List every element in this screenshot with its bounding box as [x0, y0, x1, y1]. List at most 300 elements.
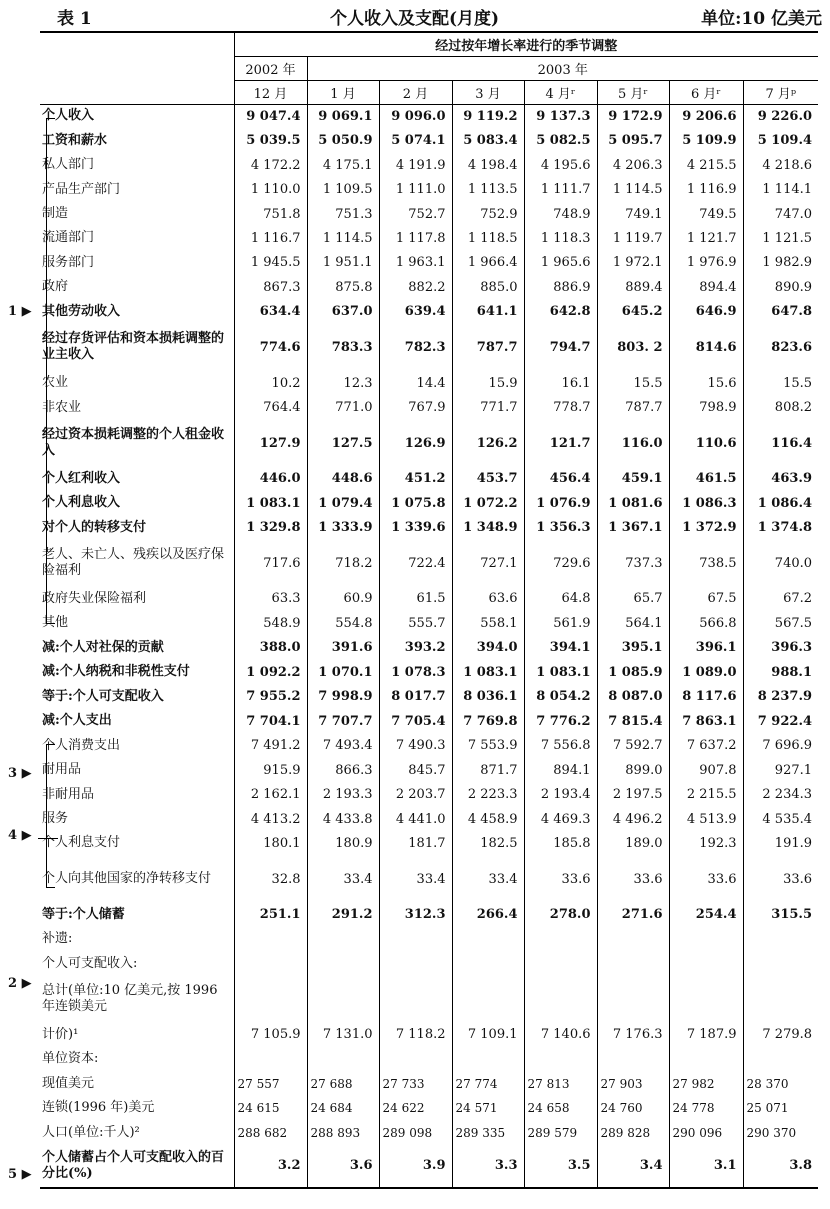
value-cell: 3.6: [307, 1145, 379, 1188]
value-cell: 291.2: [307, 903, 379, 927]
value-cell: 394.1: [524, 636, 597, 660]
value-cell: 548.9: [234, 611, 307, 635]
value-cell: 566.8: [669, 611, 743, 635]
value-cell: 803. 2: [597, 324, 669, 371]
value-cell: 641.1: [452, 300, 524, 324]
row-label: 减:个人支出: [42, 713, 112, 729]
row-label: 农业: [42, 375, 69, 391]
row-label: 个人红利收入: [42, 470, 121, 486]
value-cell: 461.5: [669, 467, 743, 491]
value-cell: 191.9: [743, 831, 818, 855]
table-row: [40, 976, 818, 1023]
value-cell: 27 982: [669, 1072, 743, 1096]
table-row: [40, 587, 818, 611]
value-cell: [452, 951, 524, 975]
unit-label: 单位:10 亿美元: [701, 9, 822, 29]
value-cell: 1 081.6: [597, 491, 669, 515]
value-cell: 27 733: [379, 1072, 452, 1096]
value-cell: [524, 951, 597, 975]
value-cell: 289 098: [379, 1120, 452, 1144]
value-cell: 4 191.9: [379, 153, 452, 177]
table-row: [40, 371, 818, 395]
value-cell: 1 076.9: [524, 491, 597, 515]
value-cell: 7 131.0: [307, 1023, 379, 1047]
value-cell: 7 776.2: [524, 709, 597, 733]
value-cell: 126.2: [452, 420, 524, 467]
table-row: [40, 275, 818, 299]
value-cell: 67.5: [669, 587, 743, 611]
value-cell: 8 054.2: [524, 685, 597, 709]
value-cell: 7 998.9: [307, 685, 379, 709]
value-cell: 894.1: [524, 758, 597, 782]
row-label: 个人利息支付: [42, 835, 121, 851]
value-cell: 3.2: [234, 1145, 307, 1188]
value-cell: 393.2: [379, 636, 452, 660]
value-cell: 446.0: [234, 467, 307, 491]
value-cell: 27 557: [234, 1072, 307, 1096]
row-label: 流通部门: [42, 230, 95, 246]
value-cell: 33.6: [524, 856, 597, 903]
year-2003-header: 2003 年: [307, 56, 818, 80]
value-cell: 27 774: [452, 1072, 524, 1096]
value-cell: 1 089.0: [669, 660, 743, 684]
value-cell: 798.9: [669, 395, 743, 419]
value-cell: [307, 976, 379, 1023]
value-cell: 4 513.9: [669, 807, 743, 831]
value-cell: 845.7: [379, 758, 452, 782]
month-header: 3 月: [452, 80, 524, 104]
value-cell: 927.1: [743, 758, 818, 782]
side-marker-3: 3 ▶: [8, 766, 32, 781]
value-cell: 9 069.1: [307, 104, 379, 128]
value-cell: 5 039.5: [234, 128, 307, 152]
value-cell: 65.7: [597, 587, 669, 611]
value-cell: 28 370: [743, 1072, 818, 1096]
table-row: [40, 1023, 818, 1047]
value-cell: 899.0: [597, 758, 669, 782]
value-cell: [307, 1047, 379, 1071]
value-cell: 764.4: [234, 395, 307, 419]
value-cell: 875.8: [307, 275, 379, 299]
row-label: 个人消费支出: [42, 737, 121, 753]
row-label: 现值美元: [42, 1075, 95, 1091]
value-cell: 394.0: [452, 636, 524, 660]
row-label: 政府: [42, 279, 69, 295]
value-cell: 14.4: [379, 371, 452, 395]
value-cell: 4 413.2: [234, 807, 307, 831]
table-row: [40, 903, 818, 927]
value-cell: 1 114.5: [597, 177, 669, 201]
value-cell: 749.1: [597, 202, 669, 226]
value-cell: 289 828: [597, 1120, 669, 1144]
table-row: [40, 636, 818, 660]
value-cell: 3.4: [597, 1145, 669, 1188]
table-row: [40, 611, 818, 635]
value-cell: [452, 1047, 524, 1071]
value-cell: 637.0: [307, 300, 379, 324]
row-label: 减:个人纳税和非税性支付: [42, 664, 190, 680]
value-cell: [743, 927, 818, 951]
value-cell: [379, 927, 452, 951]
value-cell: 185.8: [524, 831, 597, 855]
value-cell: 752.9: [452, 202, 524, 226]
value-cell: 554.8: [307, 611, 379, 635]
value-cell: 315.5: [743, 903, 818, 927]
value-cell: 254.4: [669, 903, 743, 927]
value-cell: 8 036.1: [452, 685, 524, 709]
value-cell: 7 140.6: [524, 1023, 597, 1047]
value-cell: 823.6: [743, 324, 818, 371]
value-cell: 7 637.2: [669, 733, 743, 757]
value-cell: 871.7: [452, 758, 524, 782]
row-label: 老人、未亡人、残疾以及医疗保险福利: [42, 547, 225, 579]
value-cell: 189.0: [597, 831, 669, 855]
row-label: 服务: [42, 811, 69, 827]
value-cell: 794.7: [524, 324, 597, 371]
value-cell: 3.8: [743, 1145, 818, 1188]
value-cell: 729.6: [524, 540, 597, 587]
row-label: 非耐用品: [42, 786, 95, 802]
month-header: 4 月ʳ: [524, 80, 597, 104]
marker-4-line: [38, 838, 58, 839]
table-row: [40, 733, 818, 757]
value-cell: 4 535.4: [743, 807, 818, 831]
value-cell: 1 329.8: [234, 515, 307, 539]
value-cell: 564.1: [597, 611, 669, 635]
row-label: 减:个人对社保的贡献: [42, 639, 164, 655]
value-cell: 24 778: [669, 1096, 743, 1120]
value-cell: 7 769.8: [452, 709, 524, 733]
row-label: 私人部门: [42, 157, 95, 173]
value-cell: 61.5: [379, 587, 452, 611]
value-cell: 1 982.9: [743, 251, 818, 275]
value-cell: 808.2: [743, 395, 818, 419]
value-cell: 1 086.4: [743, 491, 818, 515]
value-cell: 7 707.7: [307, 709, 379, 733]
value-cell: 1 114.5: [307, 226, 379, 250]
value-cell: 32.8: [234, 856, 307, 903]
value-cell: 7 279.8: [743, 1023, 818, 1047]
table-row: [40, 540, 818, 587]
month-header: 1 月: [307, 80, 379, 104]
value-cell: 266.4: [452, 903, 524, 927]
value-cell: [234, 927, 307, 951]
value-cell: 126.9: [379, 420, 452, 467]
value-cell: [307, 927, 379, 951]
value-cell: 7 187.9: [669, 1023, 743, 1047]
value-cell: 1 092.2: [234, 660, 307, 684]
value-cell: 67.2: [743, 587, 818, 611]
value-cell: 727.1: [452, 540, 524, 587]
row-label: 个人利息收入: [42, 495, 121, 511]
value-cell: 312.3: [379, 903, 452, 927]
value-cell: 395.1: [597, 636, 669, 660]
value-cell: 60.9: [307, 587, 379, 611]
value-cell: 396.3: [743, 636, 818, 660]
table-row: [40, 1145, 818, 1188]
row-label: 总计(单位:10 亿美元,按 1996 年连锁美元: [42, 983, 218, 1015]
value-cell: 740.0: [743, 540, 818, 587]
table-row: [40, 104, 818, 128]
value-cell: 567.5: [743, 611, 818, 635]
value-cell: [524, 927, 597, 951]
value-cell: 12.3: [307, 371, 379, 395]
table-row: [40, 300, 818, 324]
table-row: [40, 177, 818, 201]
table-row: [40, 467, 818, 491]
value-cell: [307, 951, 379, 975]
value-cell: 1 348.9: [452, 515, 524, 539]
value-cell: 7 493.4: [307, 733, 379, 757]
month-header: 7 月ᵖ: [743, 80, 818, 104]
value-cell: 988.1: [743, 660, 818, 684]
value-cell: 1 079.4: [307, 491, 379, 515]
value-cell: 7 491.2: [234, 733, 307, 757]
value-cell: 8 117.6: [669, 685, 743, 709]
table-row: [40, 515, 818, 539]
value-cell: 885.0: [452, 275, 524, 299]
value-cell: 787.7: [452, 324, 524, 371]
value-cell: 391.6: [307, 636, 379, 660]
value-cell: 915.9: [234, 758, 307, 782]
table-row: [40, 927, 818, 951]
value-cell: 64.8: [524, 587, 597, 611]
value-cell: 1 085.9: [597, 660, 669, 684]
value-cell: [597, 1047, 669, 1071]
value-cell: [743, 976, 818, 1023]
value-cell: 278.0: [524, 903, 597, 927]
value-cell: 752.7: [379, 202, 452, 226]
value-cell: 15.9: [452, 371, 524, 395]
month-header: 6 月ʳ: [669, 80, 743, 104]
table-row: [40, 202, 818, 226]
table-row: [40, 1047, 818, 1071]
value-cell: 646.9: [669, 300, 743, 324]
value-cell: 7 556.8: [524, 733, 597, 757]
value-cell: 5 095.7: [597, 128, 669, 152]
value-cell: 1 972.1: [597, 251, 669, 275]
row-label: 经过资本损耗调整的个人租金收入: [42, 427, 225, 459]
value-cell: 33.6: [669, 856, 743, 903]
value-cell: 882.2: [379, 275, 452, 299]
value-cell: 5 074.1: [379, 128, 452, 152]
value-cell: [452, 976, 524, 1023]
value-cell: 1 118.5: [452, 226, 524, 250]
row-label: 政府失业保险福利: [42, 590, 147, 606]
value-cell: 634.4: [234, 300, 307, 324]
row-label: 个人储蓄占个人可支配收入的百分比(%): [40, 1145, 234, 1188]
value-cell: 889.4: [597, 275, 669, 299]
table-row: [40, 251, 818, 275]
row-label: 补遗:: [42, 931, 73, 947]
row-label: 耐用品: [42, 762, 82, 778]
value-cell: 10.2: [234, 371, 307, 395]
value-cell: 8 017.7: [379, 685, 452, 709]
table-row: [40, 782, 818, 806]
value-cell: [379, 951, 452, 975]
value-cell: 1 075.8: [379, 491, 452, 515]
value-cell: [743, 951, 818, 975]
value-cell: 866.3: [307, 758, 379, 782]
table-row: [40, 685, 818, 709]
side-marker-5: 5 ▶: [8, 1167, 32, 1182]
value-cell: 1 333.9: [307, 515, 379, 539]
value-cell: 33.4: [452, 856, 524, 903]
value-cell: 1 109.5: [307, 177, 379, 201]
value-cell: 180.1: [234, 831, 307, 855]
value-cell: 5 083.4: [452, 128, 524, 152]
value-cell: [669, 1047, 743, 1071]
value-cell: 7 922.4: [743, 709, 818, 733]
value-cell: 747.0: [743, 202, 818, 226]
value-cell: 2 162.1: [234, 782, 307, 806]
table-row: [40, 660, 818, 684]
value-cell: 27 813: [524, 1072, 597, 1096]
row-label: 制造: [42, 206, 69, 222]
bracket-personal-outlays: [46, 744, 55, 888]
row-label: 计价)¹: [42, 1026, 79, 1042]
value-cell: [452, 927, 524, 951]
value-cell: 1 083.1: [452, 660, 524, 684]
row-label: 个人向其他国家的净转移支付: [42, 871, 212, 887]
value-cell: 2 223.3: [452, 782, 524, 806]
value-cell: [597, 951, 669, 975]
value-cell: 7 176.3: [597, 1023, 669, 1047]
value-cell: 782.3: [379, 324, 452, 371]
side-marker-2: 2 ▶: [8, 976, 32, 991]
value-cell: [524, 976, 597, 1023]
table-row: [40, 395, 818, 419]
value-cell: 774.6: [234, 324, 307, 371]
value-cell: 24 760: [597, 1096, 669, 1120]
value-cell: 787.7: [597, 395, 669, 419]
value-cell: 9 172.9: [597, 104, 669, 128]
value-cell: 288 682: [234, 1120, 307, 1144]
side-marker-1: 1 ▶: [8, 304, 32, 319]
value-cell: 290 096: [669, 1120, 743, 1144]
table-row: [40, 128, 818, 152]
value-cell: 453.7: [452, 467, 524, 491]
value-cell: 1 117.8: [379, 226, 452, 250]
month-header: 5 月ʳ: [597, 80, 669, 104]
value-cell: 1 372.9: [669, 515, 743, 539]
value-cell: 4 198.4: [452, 153, 524, 177]
value-cell: 1 965.6: [524, 251, 597, 275]
value-cell: 1 121.7: [669, 226, 743, 250]
row-label: 单位资本:: [42, 1051, 99, 1067]
table-number: 表 1: [57, 9, 92, 29]
value-cell: 4 433.8: [307, 807, 379, 831]
value-cell: 890.9: [743, 275, 818, 299]
value-cell: 9 047.4: [234, 104, 307, 128]
value-cell: 388.0: [234, 636, 307, 660]
table-row: [40, 1072, 818, 1096]
value-cell: 24 658: [524, 1096, 597, 1120]
value-cell: 647.8: [743, 300, 818, 324]
value-cell: 7 815.4: [597, 709, 669, 733]
table-row: [40, 153, 818, 177]
value-cell: 4 175.1: [307, 153, 379, 177]
value-cell: 3.1: [669, 1145, 743, 1188]
value-cell: 7 553.9: [452, 733, 524, 757]
value-cell: [379, 976, 452, 1023]
value-cell: 1 367.1: [597, 515, 669, 539]
value-cell: 289 335: [452, 1120, 524, 1144]
month-header: 12 月: [234, 80, 307, 104]
value-cell: 63.6: [452, 587, 524, 611]
value-cell: 7 863.1: [669, 709, 743, 733]
value-cell: 121.7: [524, 420, 597, 467]
value-cell: 1 083.1: [524, 660, 597, 684]
value-cell: [669, 951, 743, 975]
value-cell: 15.6: [669, 371, 743, 395]
value-cell: 2 234.3: [743, 782, 818, 806]
value-cell: 1 339.6: [379, 515, 452, 539]
bracket-personal-income: [46, 118, 55, 624]
row-label: 非农业: [42, 399, 82, 415]
value-cell: 33.6: [743, 856, 818, 903]
value-cell: 1 116.9: [669, 177, 743, 201]
value-cell: 1 111.7: [524, 177, 597, 201]
value-cell: 1 070.1: [307, 660, 379, 684]
value-cell: 1 966.4: [452, 251, 524, 275]
value-cell: 2 193.4: [524, 782, 597, 806]
value-cell: 33.4: [307, 856, 379, 903]
title-bar: [0, 0, 830, 30]
table-row: [40, 831, 818, 855]
value-cell: 5 109.9: [669, 128, 743, 152]
value-cell: 27 903: [597, 1072, 669, 1096]
row-label: 连锁(1996 年)美元: [42, 1100, 155, 1116]
value-cell: 25 071: [743, 1096, 818, 1120]
value-cell: 771.7: [452, 395, 524, 419]
value-cell: 1 945.5: [234, 251, 307, 275]
value-cell: 7 118.2: [379, 1023, 452, 1047]
value-cell: 110.6: [669, 420, 743, 467]
value-cell: 555.7: [379, 611, 452, 635]
value-cell: 778.7: [524, 395, 597, 419]
value-cell: 558.1: [452, 611, 524, 635]
value-cell: 9 206.6: [669, 104, 743, 128]
value-cell: 288 893: [307, 1120, 379, 1144]
value-cell: 1 083.1: [234, 491, 307, 515]
value-cell: 645.2: [597, 300, 669, 324]
table-row: [40, 1120, 818, 1144]
value-cell: 4 195.6: [524, 153, 597, 177]
value-cell: 783.3: [307, 324, 379, 371]
row-label: 等于:个人储蓄: [42, 906, 125, 922]
value-cell: 4 218.6: [743, 153, 818, 177]
row-label: 服务部门: [42, 254, 95, 270]
row-label: 经过存货评估和资本损耗调整的业主收入: [42, 331, 225, 363]
value-cell: 4 469.3: [524, 807, 597, 831]
value-cell: [234, 1047, 307, 1071]
value-cell: 7 592.7: [597, 733, 669, 757]
value-cell: 451.2: [379, 467, 452, 491]
value-cell: 9 137.3: [524, 104, 597, 128]
row-label: 个人可支配收入:: [42, 955, 138, 971]
value-cell: 3.5: [524, 1145, 597, 1188]
value-cell: [234, 976, 307, 1023]
value-cell: 7 955.2: [234, 685, 307, 709]
value-cell: 5 109.4: [743, 128, 818, 152]
value-cell: 116.4: [743, 420, 818, 467]
value-cell: 4 496.2: [597, 807, 669, 831]
value-cell: 7 109.1: [452, 1023, 524, 1047]
row-label: 人口(单位:千人)²: [42, 1124, 140, 1140]
value-cell: 894.4: [669, 275, 743, 299]
row-label: 工资和薪水: [42, 132, 108, 148]
